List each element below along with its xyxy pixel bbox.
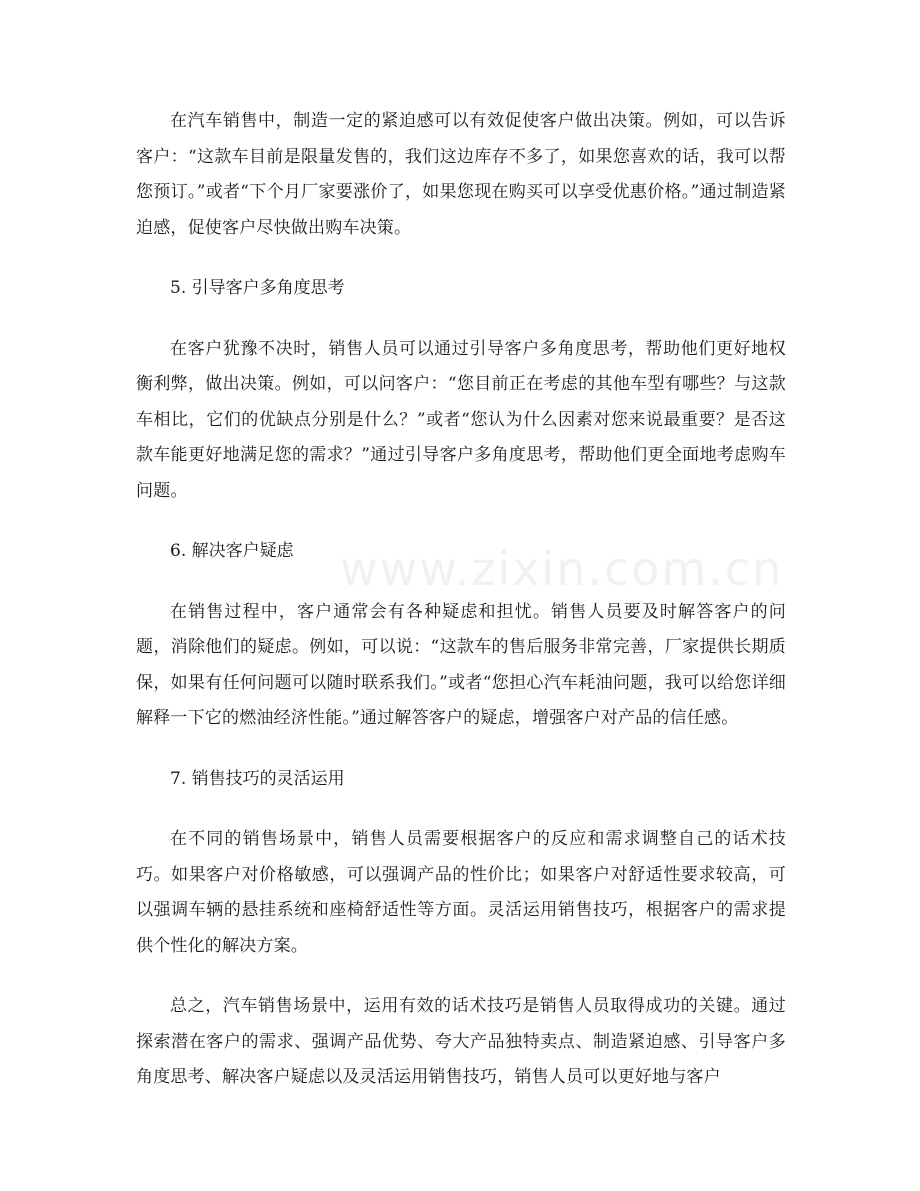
watermark: www.zixin.com.cn <box>340 542 784 596</box>
document-body <box>136 104 786 1121</box>
paragraph-summary: 总之，汽车销售场景中，运用有效的话术技巧是销售人员取得成功的关键。通过探索潜在客户的需求、强调产品优势、夸大产品独特卖点、制造紧迫感、引导客户多角度思考、解决客户疑虑以及灵活运用销售技巧，销售人员可以更好地与客户 <box>136 996 786 1087</box>
section-heading-5: 5. 引导客户多角度思考 <box>170 278 345 298</box>
section-heading-7: 7. 销售技巧的灵活运用 <box>170 768 345 789</box>
paragraph-urgency: 在汽车销售中，制造一定的紧迫感可以有效促使客户做出决策。例如，可以告诉客户：“这款车目前是限量发售的，我们这边库存不多了，如果您喜欢的话，我可以帮您预订。”或者“下个月厂家要涨价了，如果您现在购买可以享受优惠价格。”通过制造紧迫感，促使客户尽快做出购车决策。 <box>136 111 786 238</box>
paragraph-doubts: 在销售过程中，客户通常会有各种疑虑和担忧。销售人员要及时解答客户的问题，消除他们的疑虑。例如，可以说：“这款车的售后服务非常完善，厂家提供长期质保，如果有任何问题可以随时联系我们。”或者“您担心汽车耗油问题，我可以给您详细解释一下它的燃油经济性能。”通过解答客户的疑虑，增强客户对产品的信任感。 <box>136 601 786 728</box>
section-heading-6: 6. 解决客户疑虑 <box>170 541 294 561</box>
paragraph-multi-angle: 在客户犹豫不决时，销售人员可以通过引导客户多角度思考，帮助他们更好地权衡利弊，做出决策。例如，可以问客户：“您目前正在考虑的其他车型有哪些？与这款车相比，它们的优缺点分别是什么？”或者“您认为什么因素对您来说最重要？是否这款车能更好地满足您的需求？”通过引导客户多角度思考，帮助他们更全面地考虑购车问题。 <box>136 338 786 501</box>
paragraph-flexible-skills: 在不同的销售场景中，销售人员需要根据客户的反应和需求调整自己的话术技巧。如果客户对价格敏感，可以强调产品的性价比；如果客户对舒适性要求较高，可以强调车辆的悬挂系统和座椅舒适性等方面。灵活运用销售技巧，根据客户的需求提供个性化的解决方案。 <box>136 829 786 956</box>
